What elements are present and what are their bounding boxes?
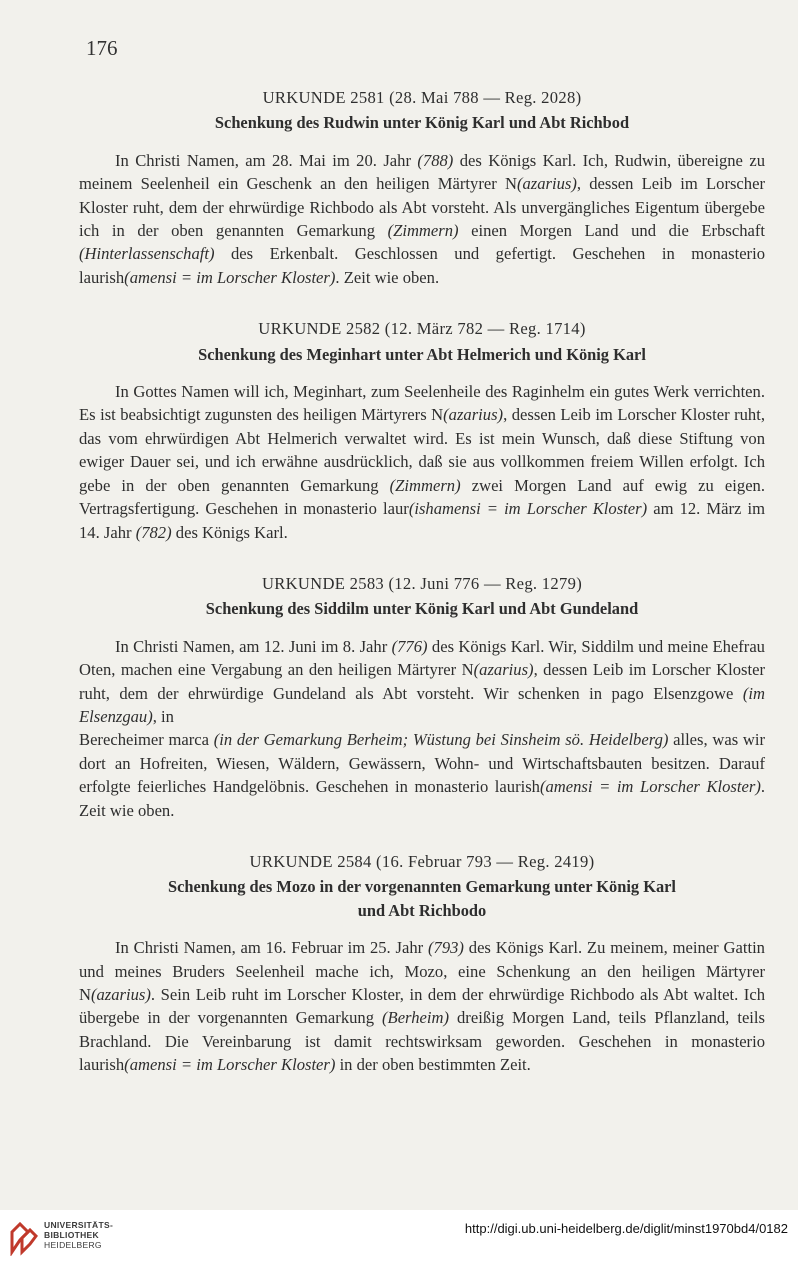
- urkunde-2581: [79, 86, 765, 289]
- entry-heading: URKUNDE 2582 (12. März 782 — Reg. 1714): [258, 319, 586, 339]
- entry-paragraph-continued: Berecheimer marca (in der Gemarkung Berheim; Wüstung bei Sinsheim sö. Heidelberg) alles, was wir dort an Hofreiten, Wiesen, Wäldern, Gewässern, Wohn- und Wirtschaftsbauten besitzen. Darauf erfolgte feierliches Handgelöbnis. Geschehen in monasterio laurish(amensi = im Lorscher Kloster). Zeit wie oben.: [79, 730, 766, 820]
- entry-subheading: Schenkung des Meginhart unter Abt Helmerich und König Karl: [198, 344, 646, 364]
- entry-heading: URKUNDE 2581 (28. Mai 788 — Reg. 2028): [262, 88, 582, 107]
- entry-subheading: Schenkung des Rudwin unter König Karl und Abt Richbod: [214, 113, 630, 133]
- source-url[interactable]: http://digi.ub.uni-heidelberg.de/diglit/minst1970bd4/0182: [464, 1221, 788, 1236]
- entry-paragraph: In Christi Namen, am 16. Februar im 25. Jahr (793) des Königs Karl. Zu meinem, meiner Gattin und meines Bruders Seelenheil mache ich, Mozo, eine Schenkung an den heiligen Märtyrer N(azarius). Sein Leib ruht im Lorscher Kloster, in dem der ehrwürdige Richbodo als Abt waltet. Ich übergebe in der vorgenannten Gemarkung (Berheim) dreißig Morgen Land, teils Pflanzland, teils Brachland. Die Vereinbarung ist damit rechtswirksam geworden. Geschehen in monasterio laurish(amensi = im Lorscher Kloster) in der oben bestimmten Zeit.: [79, 938, 765, 1075]
- entry-heading: URKUNDE 2584 (16. Februar 793 — Reg. 2419): [249, 851, 595, 871]
- entry-paragraph: In Christi Namen, am 12. Juni im 8. Jahr (776) des Königs Karl. Wir, Siddilm und meine Ehefrau Oten, machen eine Vergabung an den heiligen Märtyrer N(azarius), dessen Leib im Lorscher Kloster ruht, dem der ehrwürdige Gundeland als Abt vorsteht. Wir schenken in pago Elsenzgowe (im Elsenzgau), in: [79, 636, 766, 726]
- urkunde-2584: [79, 850, 765, 1077]
- entry-subheading: Schenkung des Mozo in der vorgenannten Gemarkung unter König Karl und Abt Richbodo: [167, 877, 676, 920]
- entry-subheading: Schenkung des Siddilm unter König Karl und Abt Gundeland: [205, 599, 639, 619]
- viewer-footer: [0, 1210, 798, 1264]
- page-number: 176: [86, 36, 118, 60]
- urkunde-2582: [79, 317, 765, 544]
- document-body: [79, 86, 765, 1105]
- entry-paragraph: In Gottes Namen will ich, Meginhart, zum Seelenheile des Raginhelm ein gutes Werk verrichten. Es ist beabsichtigt zugunsten des heiligen Märtyrers N(azarius), dessen Leib im Lorscher Kloster ruht, das vom ehrwürdigen Abt Helmerich verwaltet wird. Es ist mein Wunsch, daß diese Stiftung von ewiger Dauer sei, und ich erwähne ausdrücklich, daß sie aus vollkommen freiem Willen erfolgt. Ich gebe in der oben genannten Gemarkung (Zimmern) zwei Morgen Land auf ewig zu eigen. Vertragsfertigung. Geschehen in monasterio laur(ishamensi = im Lorscher Kloster) am 12. März im 14. Jahr (782) des Königs Karl.: [79, 382, 766, 542]
- library-logo-text: UNIVERSITÄTS- BIBLIOTHEK HEIDELBERG: [44, 1220, 114, 1250]
- entry-paragraph: In Christi Namen, am 28. Mai im 20. Jahr (788) des Königs Karl. Ich, Rudwin, übereigne zu meinem Seelenheil ein Geschenk an den heiligen Märtyrer N(azarius), dessen Leib im Lorscher Kloster ruht, dem der ehrwürdige Richbodo als Abt vorsteht. Als unvergängliches Eigentum übergebe ich in der oben genannten Gemarkung (Zimmern) einen Morgen Land und die Erbschaft (Hinterlassenschaft) des Erkenbalt. Geschlossen und gefertigt. Geschehen in monasterio laurish(amensi = im Lorscher Kloster). Zeit wie oben.: [79, 150, 765, 287]
- urkunde-2583: [79, 572, 765, 822]
- library-logo-icon: [8, 1218, 38, 1256]
- entry-heading: URKUNDE 2583 (12. Juni 776 — Reg. 1279): [261, 573, 583, 593]
